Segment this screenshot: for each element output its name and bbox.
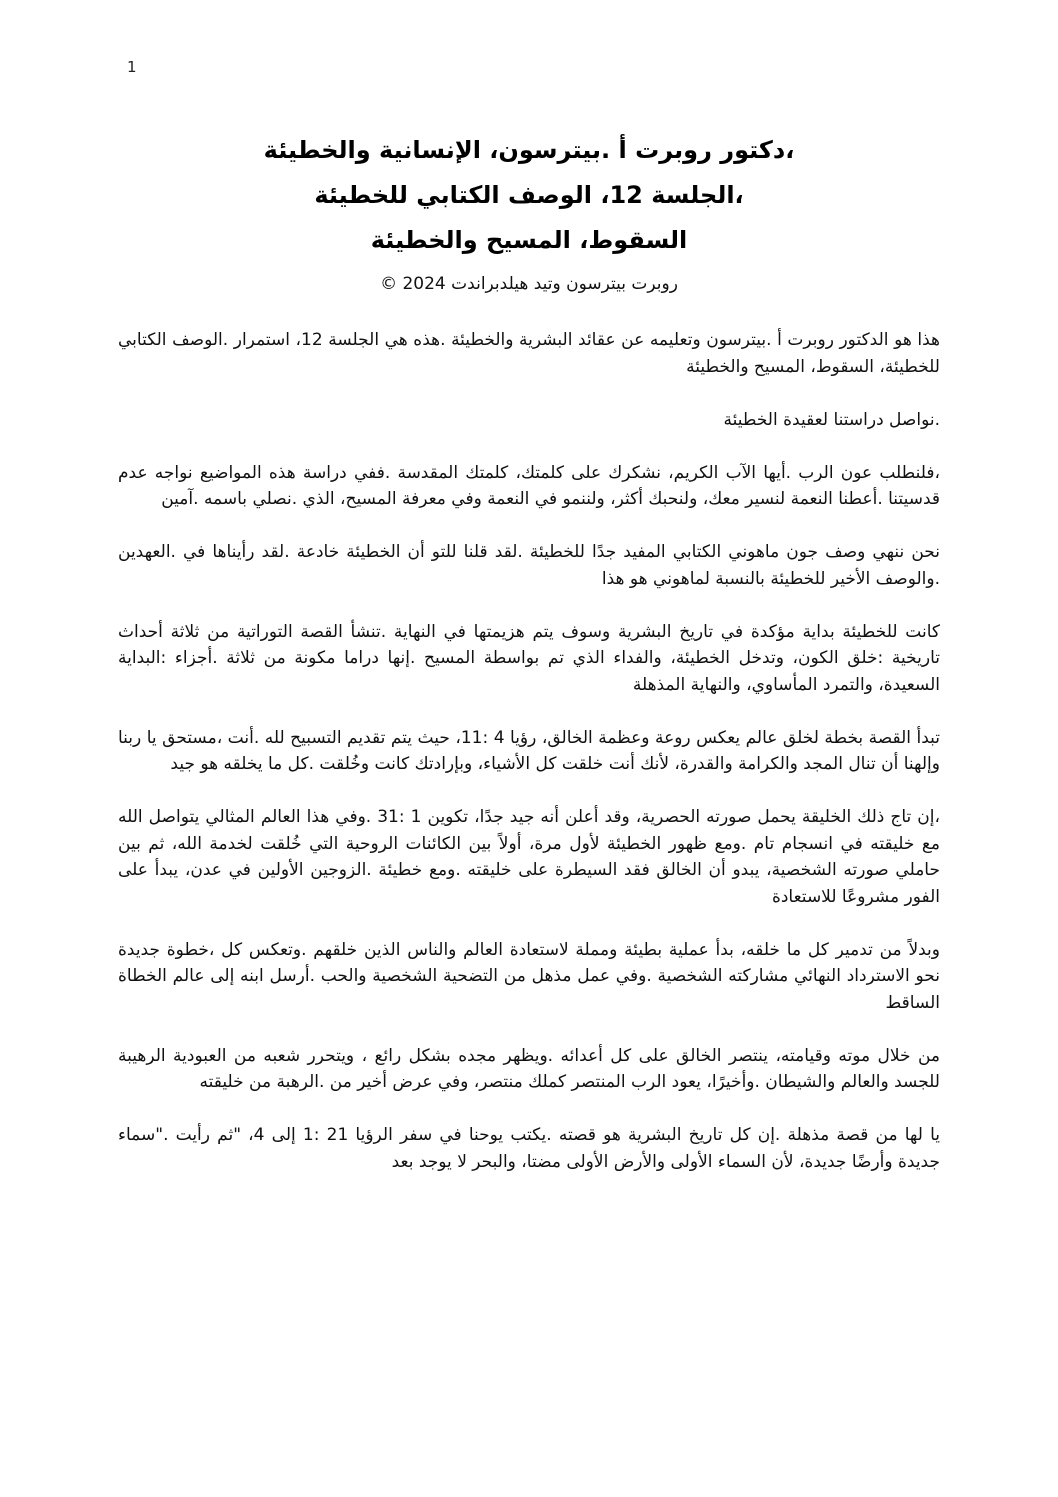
paragraph-2: .نواصل دراستنا لعقيدة الخطيئة (723, 409, 940, 430)
paragraph-9: من خلال موته وقيامته، ينتصر الخالق على كل أعدائه .ويظهر مجده بشكل رائع ، ويتحرر شعبه من العبودية الرهيبة للجسد والعالم والشيطان .وأخيرًا، يعود الرب المنتصر كملك منتصر، وفي عرض أخير من .الرهبة من خليقته (118, 1045, 940, 1092)
copyright-line: روبرت بيترسون وتيد هيلدبراندت 2024 © (380, 274, 678, 294)
page-number: 1 (127, 58, 137, 76)
paragraph-3: ،فلنطلب عون الرب .أيها الآب الكريم، نشكرك على كلمتك، كلمتك المقدسة .ففي دراسة هذه المواضيع نواجه عدم قدسيتنا .أعطنا النعمة لنسير معك، ولنحبك أكثر، ولننمو في النعمة وفي معرفة المسيح، الذي .نصلي باسمه .آمين (118, 462, 940, 509)
paragraph-4: نحن ننهي وصف جون ماهوني الكتابي المفيد جدًا للخطيئة .لقد قلنا للتو أن الخطيئة خادعة .لقد رأيناها في .العهدين .والوصف الأخير للخطيئة بالنسبة لماهوني هو هذا (118, 542, 940, 589)
title-line-1: ،دكتور روبرت أ .بيترسون، الإنسانية والخطيئة (263, 136, 795, 164)
paragraph-8: وبدلاً من تدمير كل ما خلقه، بدأ عملية بطيئة ومملة لاستعادة العالم والناس الذين خلقهم .وتعكس كل ،خطوة جديدة نحو الاسترداد النهائي مشاركته الشخصية .وفي عمل مذهل من التضحية الشخصية والحب .أرسل ابنه إلى عالم الخطاة الساقط (118, 939, 940, 1013)
document-body (118, 327, 940, 1175)
paragraph-10: يا لها من قصة مذهلة .إن كل تاريخ البشرية هو قصته .يكتب يوحنا في سفر الرؤيا 21 :1 إلى 4، "ثم رأيت ."سماء جديدة وأرضًا جديدة، لأن السماء الأولى والأرض الأولى مضتا، والبحر لا يوجد بعد (118, 1125, 941, 1172)
paragraph-6: تبدأ القصة بخطة لخلق عالم يعكس روعة وعظمة الخالق، رؤيا 4 :11، حيث يتم تقديم التسبيح لله .أنت ،مستحق يا ربنا وإلهنا أن تنال المجد والكرامة والقدرة، لأنك أنت خلقت كل الأشياء، وبإرادتك كانت وخُلقت .كل ما يخلقه هو جيد (118, 727, 940, 774)
document-title (118, 128, 940, 263)
paragraph-7: ،إن تاج ذلك الخليقة يحمل صورته الحصرية، وقد أعلن أنه جيد جدًا، تكوين 1 :31 .وفي هذا العالم المثالي يتواصل الله مع خليقته في انسجام تام .ومع ظهور الخطيئة لأول مرة، أولاً بين الكائنات الروحية التي خُلقت لخدمة الله، ثم بين حاملي صورته الشخصية، يبدو أن الخالق فقد السيطرة على خليقته .ومع خطيئة .الزوجين الأولين في عدن، يبدأ على الفور مشروعًا للاستعادة (118, 807, 940, 907)
paragraph-1: هذا هو الدكتور روبرت أ .بيترسون وتعليمه عن عقائد البشرية والخطيئة .هذه هي الجلسة 12، استمرار .الوصف الكتابي للخطيئة، السقوط، المسيح والخطيئة (118, 330, 940, 377)
page-content (118, 128, 940, 1202)
title-line-3: السقوط، المسيح والخطيئة (370, 226, 688, 254)
paragraph-5: كانت للخطيئة بداية مؤكدة في تاريخ البشرية وسوف يتم هزيمتها في النهاية .تنشأ القصة التوراتية من ثلاثة أحداث تاريخية :خلق الكون، وتدخل الخطيئة، والفداء الذي تم بواسطة المسيح .إنها دراما مكونة من ثلاثة .أجزاء :البداية السعيدة، والتمرد المأساوي، والنهاية المذهلة (118, 621, 940, 695)
title-line-2: ،الجلسة 12، الوصف الكتابي للخطيئة (314, 181, 744, 209)
